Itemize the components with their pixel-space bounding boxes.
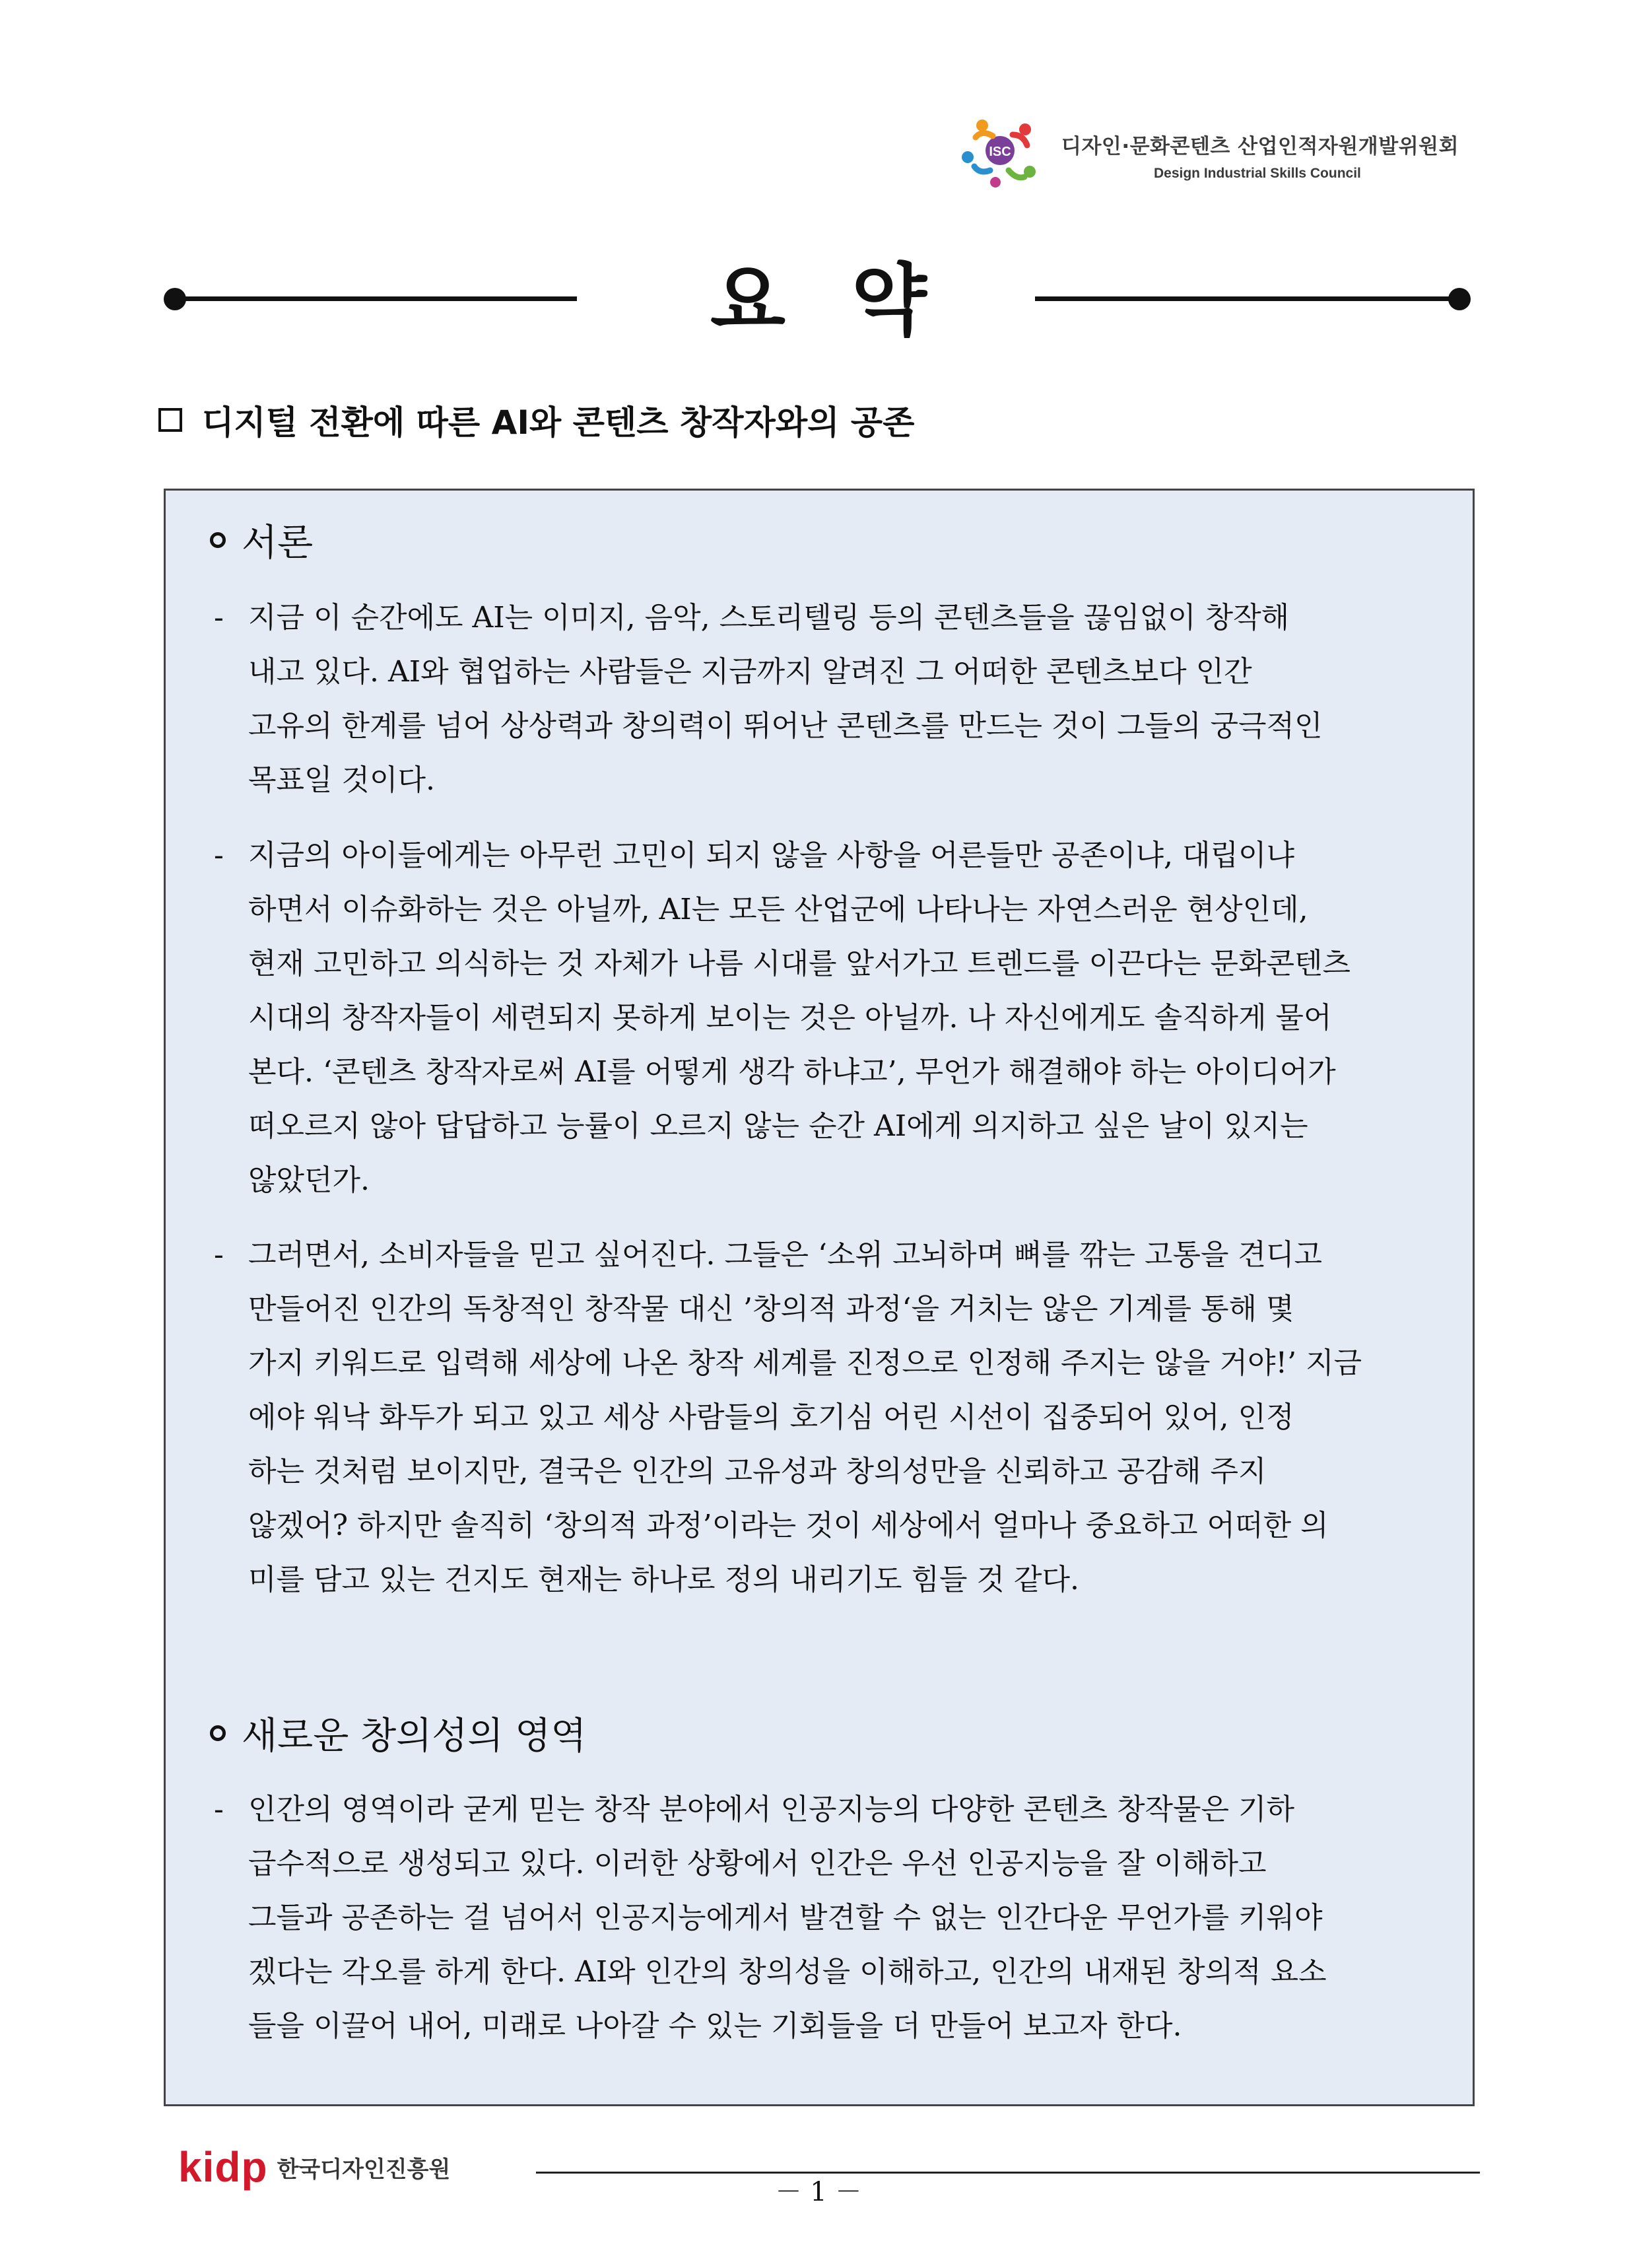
header-organization bbox=[1061, 129, 1459, 182]
title-right-rule bbox=[1035, 296, 1457, 301]
text-line: - 지금의 아이들에게는 아무런 고민이 되지 않을 사항을 어른들만 공존이냐, 대립이냐 bbox=[214, 839, 1294, 872]
text-line: - 인간의 영역이라 굳게 믿는 창작 분야에서 인공지능의 다양한 콘텐츠 창작물은 기하 bbox=[214, 1793, 1294, 1826]
section-heading-text: 디지털 전환에 따른 AI와 콘텐츠 창작자와의 공존 bbox=[202, 403, 915, 442]
page-title bbox=[660, 254, 977, 347]
text-line: 않겠어? 하지만 솔직히 ‘창의적 과정’이라는 것이 세상에서 얼마나 중요하고 어떠한 의 bbox=[248, 1509, 1329, 1542]
paragraph bbox=[210, 1783, 1444, 2053]
org-name-english: Design Industrial Skills Council bbox=[1154, 166, 1361, 181]
paragraph bbox=[210, 591, 1444, 808]
text-line: 미를 담고 있는 건지도 현재는 하나로 정의 내리기도 힘들 것 같다. bbox=[248, 1563, 1079, 1597]
text-line: 하는 것처럼 보이지만, 결국은 인간의 고유성과 창의성만을 신뢰하고 공감해 주지 bbox=[248, 1455, 1267, 1488]
text-line: 하면서 이슈화하는 것은 아닐까, AI는 모든 산업군에 나타나는 자연스러운 현상인데, bbox=[248, 893, 1308, 926]
text-line: 시대의 창작자들이 세련되지 못하게 보이는 것은 아닐까. 나 자신에게도 솔직하게 물어 bbox=[248, 1001, 1332, 1035]
paragraph bbox=[210, 829, 1444, 1208]
page-number: － 1 － bbox=[775, 2177, 862, 2207]
subheading-text: 새로운 창의성의 영역 bbox=[242, 1715, 587, 1758]
subheading-new-creativity bbox=[210, 1707, 586, 1760]
text-line: 본다. ‘콘텐츠 창작자로써 AI를 어떻게 생각 하냐고’, 무언가 해결해야 하는 아이디어가 bbox=[248, 1055, 1336, 1089]
kidp-logo-name: 한국디자인진흥원 bbox=[277, 2156, 451, 2183]
title-char-2: 약 bbox=[852, 255, 927, 346]
text-line: 내고 있다. AI와 협업하는 사람들은 지금까지 알려진 그 어떠한 콘텐츠보다 인간 bbox=[248, 655, 1252, 689]
text-line: 들을 이끌어 내어, 미래로 나아갈 수 있는 기회들을 더 만들어 보고자 한다. bbox=[248, 2009, 1182, 2043]
bullet-circle-icon bbox=[210, 532, 226, 548]
org-name-korean: 디자인·문화콘텐츠 산업인적자원개발위원회 bbox=[1061, 135, 1459, 158]
text-line: 그들과 공존하는 걸 넘어서 인공지능에게서 발견할 수 없는 인간다운 무언가를 키워야 bbox=[248, 1901, 1323, 1935]
subheading-introduction bbox=[210, 514, 313, 567]
text-line: 가지 키워드로 입력해 세상에 나온 창작 세계를 진정으로 인정해 주지는 않을 거야!’ 지금 bbox=[248, 1346, 1362, 1380]
text-line: 겠다는 각오를 하게 한다. AI와 인간의 창의성을 이해하고, 인간의 내재된 창의적 요소 bbox=[248, 1955, 1327, 1989]
text-line: - 그러면서, 소비자들을 믿고 싶어진다. 그들은 ‘소위 고뇌하며 뼈를 깎는 고통을 견디고 bbox=[214, 1238, 1322, 1272]
isc-logo-icon bbox=[956, 111, 1045, 190]
subheading-text: 서론 bbox=[242, 522, 314, 565]
text-line: 떠오르지 않아 답답하고 능률이 오르지 않는 순간 AI에게 의지하고 싶은 날이 있지는 bbox=[248, 1109, 1308, 1143]
text-line: 에야 워낙 화두가 되고 있고 세상 사람들의 호기심 어린 시선이 집중되어 있어, 인정 bbox=[248, 1400, 1294, 1434]
section-heading bbox=[158, 396, 914, 444]
title-right-dot bbox=[1448, 288, 1471, 310]
title-left-rule bbox=[173, 296, 577, 301]
paragraph bbox=[210, 1228, 1444, 1607]
text-line: 목표일 것이다. bbox=[248, 763, 435, 797]
checkbox-icon bbox=[158, 408, 182, 432]
text-line: 만들어진 인간의 독창적인 창작물 대신 ’창의적 과정‘을 거치는 않은 기계를 통해 몇 bbox=[248, 1292, 1294, 1326]
text-line: 현재 고민하고 의식하는 것 자체가 나름 시대를 앞서가고 트렌드를 이끈다는 문화콘텐츠 bbox=[248, 947, 1351, 980]
text-line: 않았던가. bbox=[248, 1163, 370, 1197]
logo-text: ISC bbox=[989, 145, 1011, 159]
text-line: 급수적으로 생성되고 있다. 이러한 상황에서 인간은 우선 인공지능을 잘 이해하고 bbox=[248, 1847, 1267, 1880]
title-char-1: 요 bbox=[710, 255, 785, 346]
bullet-circle-icon bbox=[210, 1725, 226, 1741]
kidp-logo bbox=[178, 2143, 450, 2191]
kidp-logo-mark: kidp bbox=[178, 2143, 268, 2191]
footer-rule bbox=[536, 2172, 1480, 2174]
text-line: 고유의 한계를 넘어 상상력과 창의력이 뛰어난 콘텐츠를 만드는 것이 그들의 궁극적인 bbox=[248, 709, 1323, 743]
text-line: - 지금 이 순간에도 AI는 이미지, 음악, 스토리텔링 등의 콘텐츠들을 끊임없이 창작해 bbox=[214, 601, 1290, 635]
